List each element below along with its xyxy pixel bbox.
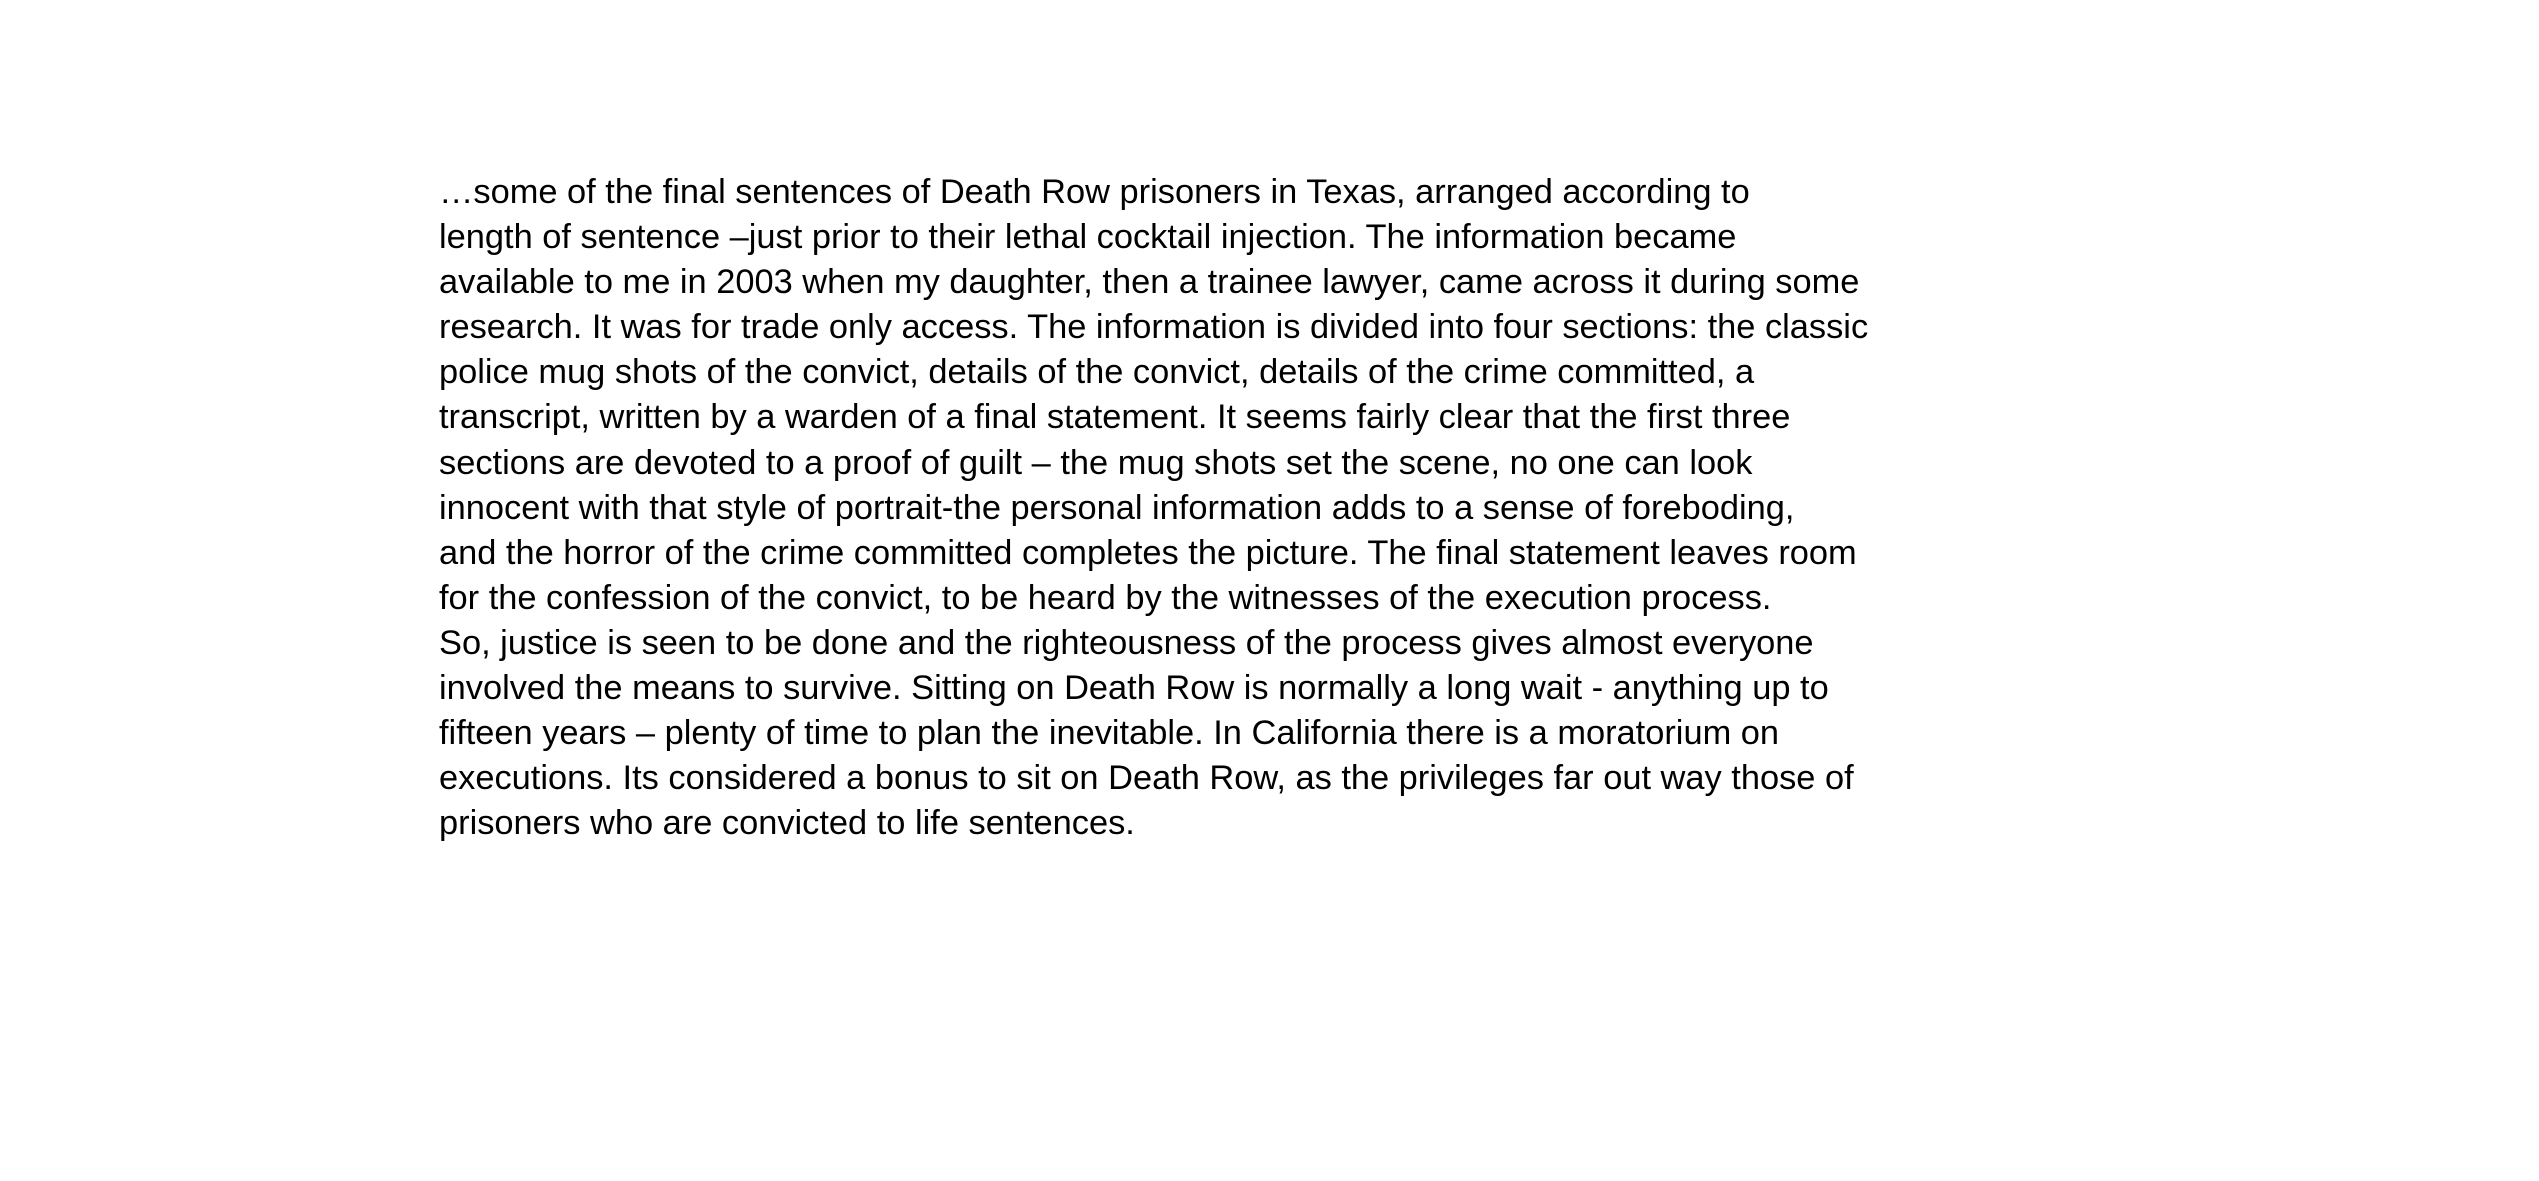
text-line: sections are devoted to a proof of guilt – the mug shots set the scene, no one can look (439, 443, 1753, 482)
text-line: …some of the final sentences of Death Row prisoners in Texas, arranged according to (439, 173, 1750, 211)
text-line: fifteen years – plenty of time to plan the inevitable. In California there is a moratorium on (439, 714, 1780, 753)
text-line: prisoners who are convicted to life sentences. (439, 804, 1135, 843)
text-line: So, justice is seen to be done and the righteousness of the process gives almost everyone (439, 623, 1814, 662)
text-line: length of sentence –just prior to their lethal cocktail injection. The information became (439, 218, 1737, 257)
text-line: police mug shots of the convict, details of the convict, details of the crime committed, a (439, 353, 1755, 392)
body-text (439, 170, 2139, 846)
text-line: available to me in 2003 when my daughter, then a trainee lawyer, came across it during some (439, 263, 1860, 302)
text-line: executions. Its considered a bonus to sit on Death Row, as the privileges far out way those of (439, 759, 1854, 798)
text-line: for the confession of the convict, to be heard by the witnesses of the execution process. (439, 578, 1772, 617)
text-line: and the horror of the crime committed completes the picture. The final statement leaves room (439, 533, 1857, 572)
text-line: involved the means to survive. Sitting on Death Row is normally a long wait - anything up to (439, 669, 1829, 708)
text-line: transcript, written by a warden of a final statement. It seems fairly clear that the first three (439, 398, 1791, 437)
text-line: innocent with that style of portrait-the personal information adds to a sense of foreboding, (439, 488, 1795, 527)
text-line: research. It was for trade only access. The information is divided into four sections: the classic (439, 308, 1869, 347)
